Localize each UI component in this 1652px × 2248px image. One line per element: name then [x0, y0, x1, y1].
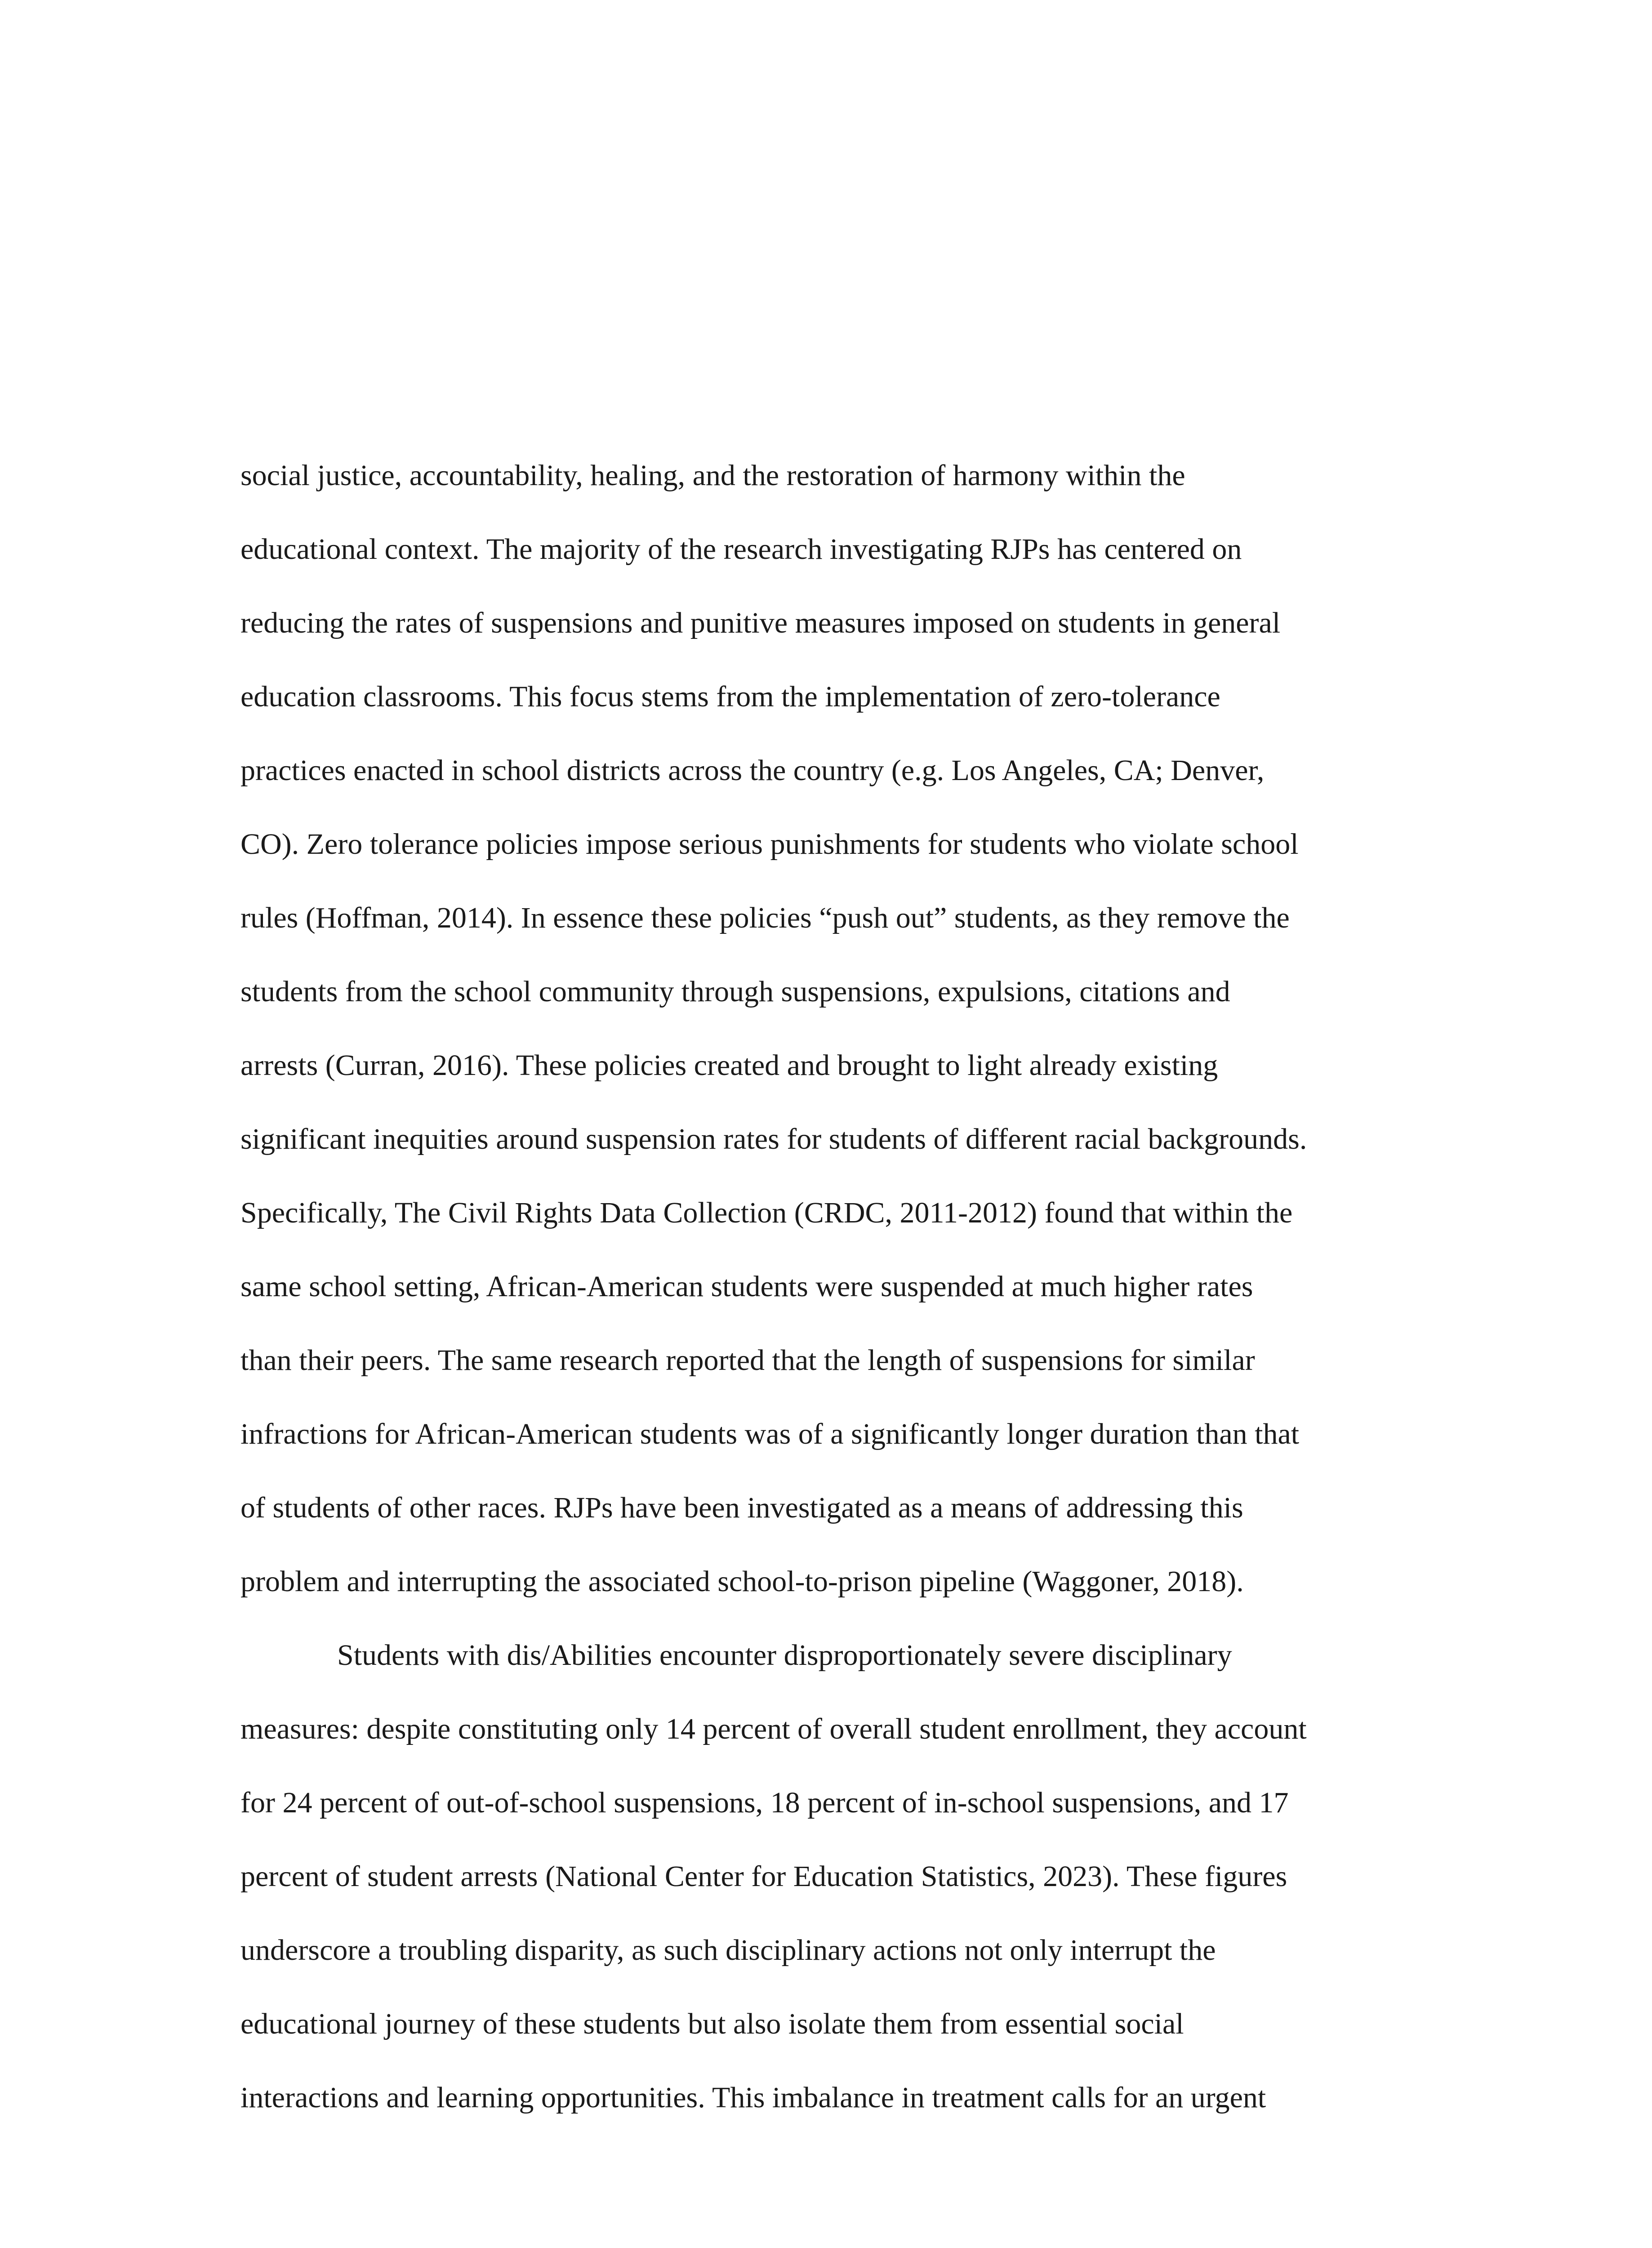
text-line: problem and interrupting the associated school-to-prison pipeline (Waggoner, 2018).: [240, 1565, 1244, 1598]
text-line: same school setting, African-American students were suspended at much higher rates: [240, 1270, 1253, 1303]
text-line: percent of student arrests (National Center for Education Statistics, 2023). These figures: [240, 1860, 1287, 1893]
text-line: of students of other races. RJPs have been investigated as a means of addressing this: [240, 1491, 1243, 1524]
paragraph-start-line: Students with dis/Abilities encounter disproportionately severe disciplinary: [337, 1639, 1232, 1672]
text-line: underscore a troubling disparity, as such disciplinary actions not only interrupt the: [240, 1934, 1216, 1967]
text-line: interactions and learning opportunities. This imbalance in treatment calls for an urgent: [240, 2081, 1266, 2114]
text-line: than their peers. The same research reported that the length of suspensions for similar: [240, 1344, 1255, 1377]
text-line: infractions for African-American students was of a significantly longer duration than that: [240, 1418, 1300, 1450]
text-line: significant inequities around suspension rates for students of different racial backgrounds.: [240, 1123, 1307, 1155]
text-line: rules (Hoffman, 2014). In essence these policies “push out” students, as they remove the: [240, 901, 1290, 934]
text-line: education classrooms. This focus stems from the implementation of zero-tolerance: [240, 680, 1220, 713]
text-line: arrests (Curran, 2016). These policies created and brought to light already existing: [240, 1049, 1218, 1082]
body-text: [240, 461, 1409, 2157]
text-line: measures: despite constituting only 14 percent of overall student enrollment, they account: [240, 1713, 1307, 1745]
text-line: CO). Zero tolerance policies impose serious punishments for students who violate school: [240, 828, 1299, 861]
text-line: for 24 percent of out-of-school suspensions, 18 percent of in-school suspensions, and 17: [240, 1786, 1289, 1819]
text-line: educational journey of these students but also isolate them from essential social: [240, 2007, 1184, 2040]
text-line: Specifically, The Civil Rights Data Collection (CRDC, 2011-2012) found that within the: [240, 1196, 1293, 1229]
text-line: social justice, accountability, healing, and the restoration of harmony within the: [240, 459, 1185, 492]
text-line: educational context. The majority of the research investigating RJPs has centered on: [240, 533, 1242, 566]
text-line: students from the school community through suspensions, expulsions, citations and: [240, 975, 1230, 1008]
text-line: reducing the rates of suspensions and punitive measures imposed on students in general: [240, 607, 1281, 639]
text-line: practices enacted in school districts across the country (e.g. Los Angeles, CA; Denver,: [240, 754, 1265, 787]
